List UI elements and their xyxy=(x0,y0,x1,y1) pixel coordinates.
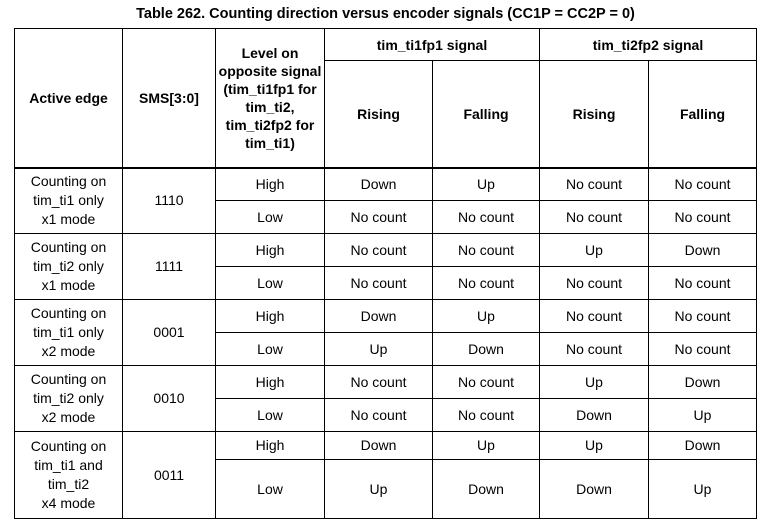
ti1-falling-cell: No count xyxy=(433,366,540,399)
header-ti1-signal: tim_ti1fp1 signal xyxy=(325,29,540,61)
active-edge-line: tim_ti1 only xyxy=(33,192,104,209)
ti1-falling-cell: Up xyxy=(433,432,540,460)
level-cell: High xyxy=(216,366,325,399)
ti2-rising-cell: No count xyxy=(540,201,649,234)
active-edge-cell xyxy=(15,432,123,519)
level-cell: High xyxy=(216,234,325,267)
header-ti2-rising: Rising xyxy=(540,61,649,168)
ti2-falling-cell: Up xyxy=(649,399,757,432)
active-edge-cell xyxy=(15,300,123,366)
table-body xyxy=(15,168,757,519)
active-edge-line: Counting on xyxy=(30,371,107,387)
level-cell: Low xyxy=(216,460,325,519)
level-cell: High xyxy=(216,300,325,333)
ti1-rising-cell: No count xyxy=(325,267,433,300)
ti1-rising-cell: No count xyxy=(325,201,433,234)
ti2-falling-cell: No count xyxy=(649,333,757,366)
ti1-rising-cell: Up xyxy=(325,460,433,519)
ti1-falling-cell: Up xyxy=(433,300,540,333)
ti1-rising-cell: Up xyxy=(325,333,433,366)
active-edge-line: x1 mode xyxy=(41,211,96,228)
ti1-falling-cell: Down xyxy=(433,333,540,366)
ti2-falling-cell: Down xyxy=(649,234,757,267)
ti1-falling-cell: No count xyxy=(433,399,540,432)
ti2-rising-cell: No count xyxy=(540,333,649,366)
table-row xyxy=(15,432,757,460)
active-edge-cell xyxy=(15,168,123,234)
table-header xyxy=(15,29,757,168)
header-level-opposite xyxy=(216,29,325,168)
ti2-falling-cell: Down xyxy=(649,432,757,460)
active-edge-line: tim_ti2 only xyxy=(33,390,104,406)
table-row xyxy=(15,300,757,333)
ti2-falling-cell: No count xyxy=(649,300,757,333)
table-row xyxy=(15,168,757,201)
ti1-rising-cell: No count xyxy=(325,234,433,267)
ti1-rising-cell: Down xyxy=(325,168,433,201)
table-row xyxy=(15,234,757,267)
ti2-falling-cell: No count xyxy=(649,267,757,300)
header-sms: SMS[3:0] xyxy=(123,29,216,168)
sms-cell: 0010 xyxy=(123,366,216,432)
sms-cell: 0011 xyxy=(123,432,216,519)
ti2-falling-cell: No count xyxy=(649,201,757,234)
level-cell: Low xyxy=(216,399,325,432)
level-cell: High xyxy=(216,432,325,460)
active-edge-line: tim_ti1 only xyxy=(33,324,104,340)
ti1-falling-cell: Up xyxy=(433,168,540,201)
level-cell: High xyxy=(216,168,325,201)
ti1-rising-cell: No count xyxy=(325,399,433,432)
ti2-rising-cell: Up xyxy=(540,234,649,267)
active-edge-line: Counting on xyxy=(30,305,107,321)
ti2-rising-cell: No count xyxy=(540,267,649,300)
active-edge-cell xyxy=(15,366,123,432)
active-edge-line: x2 mode xyxy=(41,343,96,359)
ti2-falling-cell: Up xyxy=(649,460,757,519)
ti2-rising-cell: Up xyxy=(540,432,649,460)
ti2-rising-cell: Up xyxy=(540,366,649,399)
header-ti2-falling: Falling xyxy=(649,61,757,168)
ti1-falling-cell: No count xyxy=(433,234,540,267)
active-edge-line: x4 mode xyxy=(41,495,96,511)
ti2-rising-cell: Down xyxy=(540,460,649,519)
header-ti1-falling: Falling xyxy=(433,61,540,168)
active-edge-line: Counting on xyxy=(30,239,107,255)
encoder-counting-table xyxy=(14,28,757,519)
ti1-falling-cell: No count xyxy=(433,267,540,300)
level-cell: Low xyxy=(216,201,325,234)
header-ti2-signal: tim_ti2fp2 signal xyxy=(540,29,757,61)
ti2-rising-cell: Down xyxy=(540,399,649,432)
ti2-falling-cell: Down xyxy=(649,366,757,399)
active-edge-line: tim_ti1 and xyxy=(34,457,103,473)
ti2-rising-cell: No count xyxy=(540,168,649,201)
active-edge-cell xyxy=(15,234,123,300)
level-cell: Low xyxy=(216,267,325,300)
active-edge-line: tim_ti2 only xyxy=(33,258,104,274)
header-level-text: Level on opposite signal (tim_ti1fp1 for tim_ti2, tim_ti2fp2 for tim_ti1) xyxy=(218,44,322,151)
ti2-rising-cell: No count xyxy=(540,300,649,333)
ti1-rising-cell: Down xyxy=(325,300,433,333)
sms-cell: 1111 xyxy=(123,234,216,300)
sms-cell: 1110 xyxy=(123,168,216,234)
level-cell: Low xyxy=(216,333,325,366)
active-edge-line: Counting on xyxy=(30,438,107,454)
ti1-rising-cell: Down xyxy=(325,432,433,460)
active-edge-line: x2 mode xyxy=(41,409,96,425)
header-ti1-rising: Rising xyxy=(325,61,433,168)
active-edge-line: tim_ti2 xyxy=(47,476,90,492)
active-edge-line: Counting on xyxy=(30,173,107,190)
ti2-falling-cell: No count xyxy=(649,168,757,201)
header-active-edge: Active edge xyxy=(15,29,123,168)
ti1-falling-cell: Down xyxy=(433,460,540,519)
sms-cell: 0001 xyxy=(123,300,216,366)
table-caption: Table 262. Counting direction versus encoder signals (CC1P = CC2P = 0) xyxy=(136,6,635,22)
table-row xyxy=(15,366,757,399)
ti1-falling-cell: No count xyxy=(433,201,540,234)
active-edge-line: x1 mode xyxy=(41,277,96,293)
ti1-rising-cell: No count xyxy=(325,366,433,399)
